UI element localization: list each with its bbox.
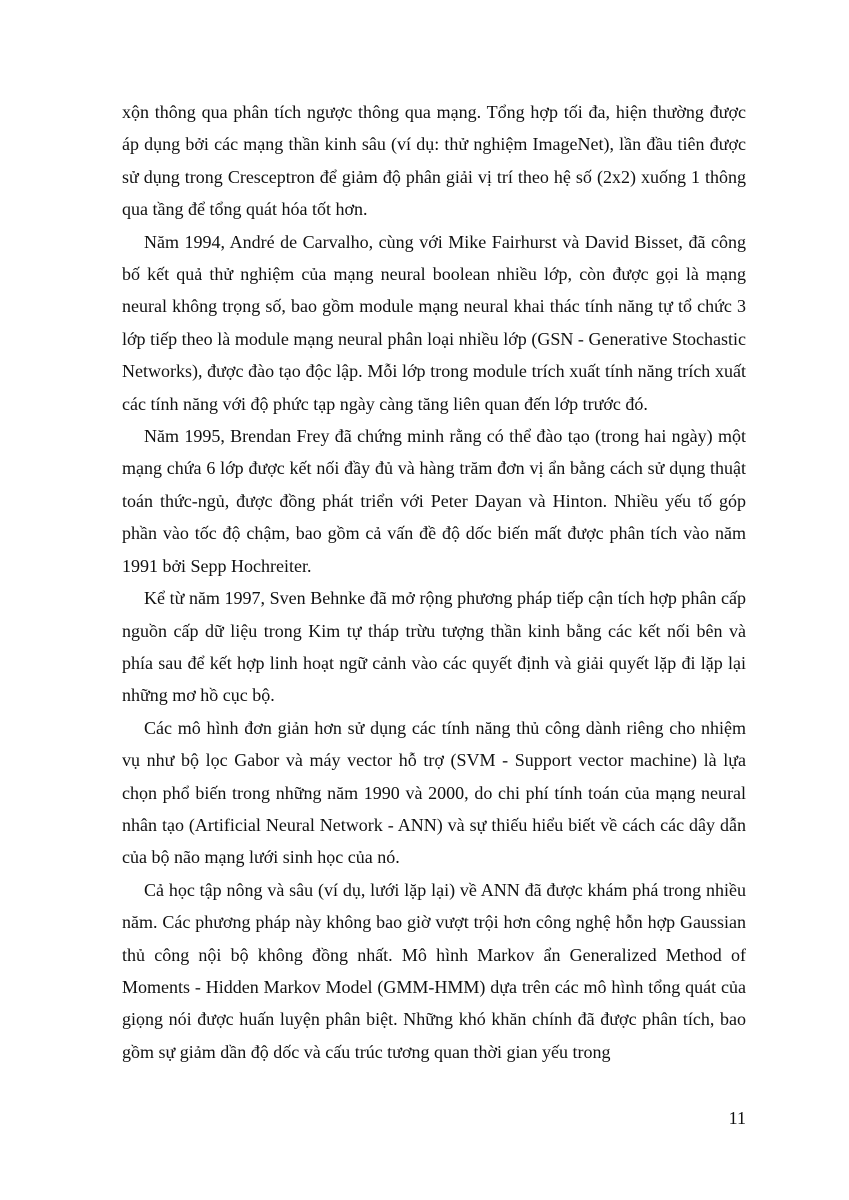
paragraph-continuation: xộn thông qua phân tích ngược thông qua mạng. Tổng hợp tối đa, hiện thường được áp dụng bởi các mạng thần kinh sâu (ví dụ: thử nghiệm ImageNet), lần đầu tiên được sử dụng trong Cresceptron để giảm độ phân giải vị trí theo hệ số (2x2) xuống 1 thông qua tầng để tổng quát hóa tốt hơn. — [122, 102, 746, 220]
paragraph-1994-carvalho: Năm 1994, André de Carvalho, cùng với Mike Fairhurst và David Bisset, đã công bố kết quả thử nghiệm của mạng neural boolean nhiều lớp, còn được gọi là mạng neural không trọng số, bao gồm module mạng neural khai thác tính năng tự tổ chức 3 lớp tiếp theo là module mạng neural phân loại nhiều lớp (GSN - Generative Stochastic Networks), được đào tạo độc lập. Mỗi lớp trong module trích xuất tính năng trích xuất các tính năng với độ phức tạp ngày càng tăng liên quan đến lớp trước đó. — [122, 231, 746, 414]
page-number: 11 — [728, 1108, 746, 1128]
page-body — [122, 96, 746, 1068]
paragraph-1997-behnke: Kể từ năm 1997, Sven Behnke đã mở rộng phương pháp tiếp cận tích hợp phân cấp nguồn cấp dữ liệu trong Kim tự tháp trừu tượng thần kinh bằng các kết nối bên và phía sau để kết hợp linh hoạt ngữ cảnh vào các quyết định và giải quyết lặp đi lặp lại những mơ hồ cục bộ. — [122, 588, 746, 706]
paragraph-shallow-deep-learning: Cả học tập nông và sâu (ví dụ, lưới lặp lại) về ANN đã được khám phá trong nhiều năm. Các phương pháp này không bao giờ vượt trội hơn công nghệ hỗn hợp Gaussian thủ công nội bộ không đồng nhất. Mô hình Markov ẩn Generalized Method of Moments - Hidden Markov Model (GMM-HMM) dựa trên các mô hình tổng quát của giọng nói được huấn luyện phân biệt. Những khó khăn chính đã được phân tích, bao gồm sự giảm dần độ dốc và cấu trúc tương quan thời gian yếu trong — [122, 879, 746, 1062]
paragraph-1995-frey: Năm 1995, Brendan Frey đã chứng minh rằng có thể đào tạo (trong hai ngày) một mạng chứa 6 lớp được kết nối đầy đủ và hàng trăm đơn vị ẩn bằng cách sử dụng thuật toán thức-ngủ, được đồng phát triển với Peter Dayan và Hinton. Nhiều yếu tố góp phần vào tốc độ chậm, bao gồm cả vấn đề độ dốc biến mất được phân tích vào năm 1991 bởi Sepp Hochreiter. — [122, 426, 746, 576]
paragraph-simpler-models: Các mô hình đơn giản hơn sử dụng các tính năng thủ công dành riêng cho nhiệm vụ như bộ lọc Gabor và máy vector hỗ trợ (SVM - Support vector machine) là lựa chọn phổ biến trong những năm 1990 và 2000, do chi phí tính toán của mạng neural nhân tạo (Artificial Neural Network - ANN) và sự thiếu hiểu biết về cách các dây dẫn của bộ não mạng lưới sinh học của nó. — [122, 717, 746, 868]
